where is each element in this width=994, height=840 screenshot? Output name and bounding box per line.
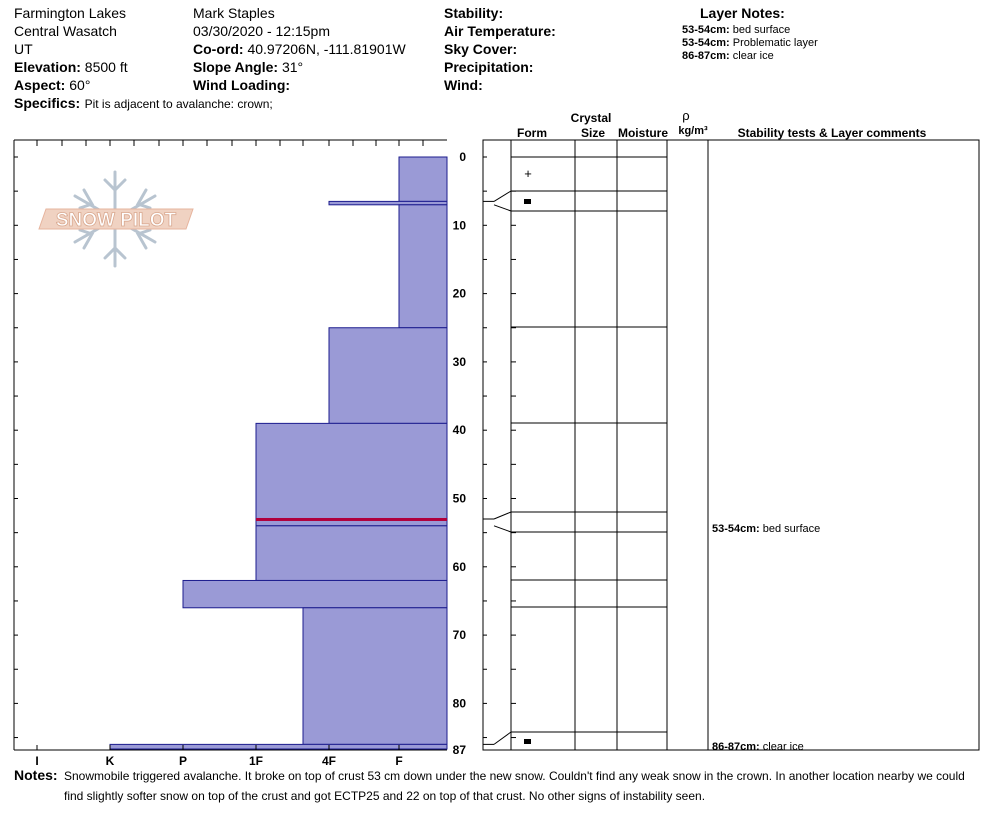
moisture-header: Moisture	[617, 126, 669, 140]
aspect-value: 60°	[69, 77, 91, 93]
depth-tick-label: 50	[452, 491, 466, 506]
hardness-bar	[110, 744, 447, 749]
hardness-label: K	[105, 754, 115, 768]
form-symbol-melt-freeze	[524, 739, 531, 744]
specifics-label: Specifics:	[14, 95, 81, 111]
stability-comment	[712, 523, 820, 535]
crystal-table-frame	[483, 140, 979, 750]
precip-label: Precipitation:	[444, 59, 534, 75]
depth-tick-label: 70	[452, 628, 466, 643]
snowpilot-logo	[39, 172, 193, 266]
hardness-bar	[303, 608, 447, 745]
hardness-bar	[256, 423, 447, 519]
state: UT	[14, 41, 33, 57]
boundary-connector	[494, 526, 511, 532]
stability-comments-header: Stability tests & Layer comments	[737, 126, 927, 140]
size-header: Size	[580, 126, 606, 140]
rho-header: ρ	[682, 108, 690, 123]
depth-tick-label: 30	[452, 354, 466, 369]
hardness-bar	[329, 201, 447, 204]
layer-note-range: 86-87cm:	[682, 50, 730, 62]
aspect-label: Aspect:	[14, 77, 66, 93]
sky-cover-label: Sky Cover:	[444, 41, 518, 57]
hardness-bar	[183, 580, 447, 607]
layer-note-range: 53-54cm:	[682, 24, 730, 36]
comment-range: 86-87cm:	[712, 741, 763, 753]
coord-label: Co-ord:	[193, 41, 244, 57]
depth-tick-label: 60	[452, 559, 466, 574]
observer: Mark Staples	[193, 5, 275, 21]
density-header: kg/m³	[678, 125, 708, 137]
depth-tick-label: 80	[452, 696, 466, 711]
depth-tick-label: 20	[452, 286, 466, 301]
air-temp-label: Air Temperature:	[444, 23, 556, 39]
form-symbol-melt-freeze	[524, 199, 531, 204]
logo-text: SNOW PILOT	[55, 210, 177, 231]
hardness-bar	[399, 157, 447, 201]
comment-text: bed surface	[762, 523, 821, 535]
depth-tick-label: 87	[452, 743, 466, 757]
crystal-header: Crystal	[570, 111, 612, 125]
slope-value: 31°	[281, 59, 304, 75]
notes-text: Snowmobile triggered avalanche. It broke on top of crust 53 cm down under the new snow. Couldn't find any weak snow in the crown. In another location nearby we could find slightly softer snow on top of the crust and got ECTP25 and 22 on top of that crust. No other signs of instability seen.	[64, 769, 965, 803]
layer-notes-title: Layer Notes:	[700, 5, 785, 21]
location: Farmington Lakes	[14, 5, 127, 21]
problematic-layer-marker	[256, 518, 447, 521]
depth-tick-label: 40	[452, 423, 466, 438]
form-symbol-precip: +	[524, 166, 532, 181]
slope-label: Slope Angle:	[193, 59, 279, 75]
boundary-connector	[494, 512, 511, 519]
stability-comment	[712, 741, 804, 753]
boundary-connector	[494, 732, 511, 744]
stability-label: Stability:	[444, 5, 504, 21]
range: Central Wasatch	[14, 23, 117, 39]
hardness-label: 1F	[248, 754, 264, 768]
form-header: Form	[517, 126, 547, 140]
wind-label: Wind:	[444, 77, 483, 93]
layer-note-text: bed surface	[732, 24, 791, 36]
depth-tick-label: 10	[452, 218, 466, 233]
layer-note-range: 53-54cm:	[682, 37, 730, 49]
coord-value: 40.97206N, -111.81901W	[247, 41, 406, 57]
hardness-label: I	[35, 754, 39, 768]
hardness-bar	[329, 328, 447, 424]
hardness-bar	[256, 526, 447, 581]
notes-label: Notes:	[14, 767, 58, 783]
hardness-label: F	[395, 754, 403, 768]
elevation-value: 8500 ft	[84, 59, 128, 75]
depth-tick-label: 0	[459, 150, 466, 164]
hardness-label: 4F	[321, 754, 337, 768]
specifics-value: Pit is adjacent to avalanche: crown;	[84, 97, 273, 111]
hardness-label: P	[178, 754, 188, 768]
hardness-bar	[399, 205, 447, 328]
comment-range: 53-54cm:	[712, 523, 763, 535]
boundary-connector	[494, 191, 511, 201]
wind-loading-label: Wind Loading:	[193, 77, 291, 93]
layer-note-text: Problematic layer	[732, 37, 818, 49]
boundary-connector	[494, 205, 511, 211]
elevation-label: Elevation:	[14, 59, 81, 75]
datetime: 03/30/2020 - 12:15pm	[193, 23, 330, 39]
layer-note-text: clear ice	[732, 50, 774, 62]
comment-text: clear ice	[762, 741, 804, 753]
